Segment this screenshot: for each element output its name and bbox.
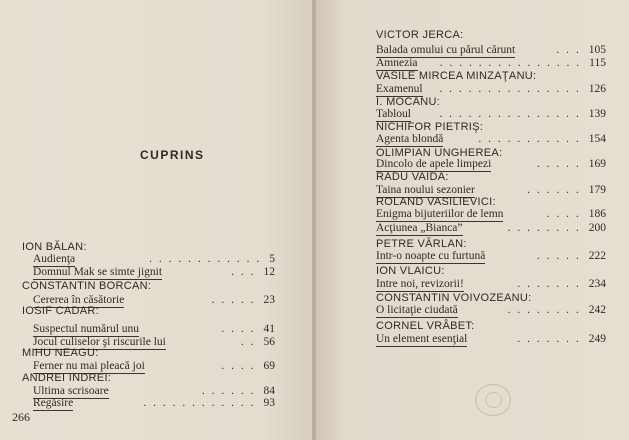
story-page-number: 200 — [588, 222, 606, 234]
author-name: CONSTANTIN VOIVOZEANU: — [376, 292, 532, 304]
contents-title: CUPRINS — [140, 148, 205, 162]
story-title: Taina noului sezonier — [376, 184, 475, 196]
author-name: ION BĂLAN: — [22, 241, 87, 253]
story-title: O licitaţie ciudată — [376, 304, 458, 316]
leader-dots: . . . . . . . . . . . . . . . — [439, 57, 582, 69]
leader-dots: . . . . — [221, 360, 256, 372]
story-page-number: 249 — [588, 333, 606, 345]
story-page-number: 105 — [588, 44, 606, 56]
leader-dots: . . . . . . . . — [507, 222, 581, 234]
story-page-number: 234 — [588, 278, 606, 290]
story-title: Tabloul — [376, 108, 411, 120]
story-page-number: 69 — [263, 360, 275, 372]
leader-dots: . . . . . . — [527, 184, 581, 196]
story-title: Enigma bijuteriilor de lemn — [376, 208, 504, 220]
leader-dots: . . . . . . . — [517, 278, 581, 290]
author-name: RADU VAIDA: — [376, 171, 449, 183]
leader-dots: . . . — [556, 44, 581, 56]
story-title: Jocul culiselor şi riscurile lui — [33, 336, 166, 348]
story-title: Un element esenţial — [376, 333, 468, 345]
story-title: Agenta blondă — [376, 133, 444, 145]
leader-dots: . . — [240, 336, 256, 348]
story-title: Intre noi, revizorii! — [376, 278, 464, 290]
author-name: VICTOR JERCA: — [376, 29, 464, 41]
story-page-number: 242 — [588, 304, 606, 316]
author-name: NICHIFOR PIETRIŞ: — [376, 121, 484, 133]
author-name: ION VLAICU: — [376, 265, 445, 277]
leader-dots: . . . . . . . . . . . . . . . — [439, 83, 581, 95]
story-page-number: 41 — [263, 323, 275, 335]
story-page-number: 139 — [588, 108, 606, 120]
leader-dots: . . . . . — [536, 158, 581, 170]
story-page-number: 154 — [588, 133, 606, 145]
author-name: PETRE VĂRLAN: — [376, 238, 467, 250]
story-title: Regăsire — [33, 397, 74, 409]
story-page-number: 115 — [589, 57, 606, 69]
leader-dots: . . . — [231, 266, 256, 278]
story-page-number: 169 — [588, 158, 606, 170]
leader-dots: . . . . . — [536, 250, 581, 262]
story-page-number: 222 — [588, 250, 606, 262]
author-name: I. MOCANU: — [376, 96, 441, 108]
library-stamp — [475, 384, 511, 416]
author-name: CONSTANTIN BORCAN: — [22, 280, 152, 292]
page-number: 266 — [12, 410, 30, 424]
story-title: Acţiunea „Bianca” — [376, 222, 463, 234]
story-title: Audienţa — [33, 253, 76, 265]
leader-dots: . . . . . . — [201, 385, 256, 397]
left-page — [0, 0, 313, 440]
story-page-number: 179 — [588, 184, 606, 196]
author-name: ANDREI INDREI: — [22, 372, 112, 384]
leader-dots: . . . . . . . — [517, 333, 581, 345]
story-title: Ultima scrisoare — [33, 385, 109, 397]
author-name: MIHU NEAGU: — [22, 347, 99, 359]
author-name: CORNEL VRÂBET: — [376, 320, 475, 332]
story-title: Amnezia — [376, 57, 418, 69]
story-page-number: 12 — [263, 266, 275, 278]
story-page-number: 93 — [263, 397, 275, 409]
leader-dots: . . . . — [221, 323, 256, 335]
story-title: Examenul — [376, 83, 423, 95]
story-page-number: 56 — [263, 336, 275, 348]
leader-dots: . . . . — [546, 208, 581, 220]
story-title: Ferner nu mai pleacă joi — [33, 360, 145, 372]
story-title: Intr-o noapte cu furtună — [376, 250, 486, 262]
leader-dots: . . . . . . . . . . . . — [143, 397, 256, 409]
right-page — [316, 0, 629, 440]
leader-dots: . . . . . . . . — [507, 304, 581, 316]
story-page-number: 126 — [588, 83, 606, 95]
story-page-number: 23 — [263, 294, 275, 306]
story-title: Dincolo de apele limpezi — [376, 158, 492, 170]
author-name: OLIMPIAN UNGHEREA: — [376, 147, 503, 159]
author-name: IOSIF CADAR: — [22, 305, 99, 317]
leader-dots: . . . . . . . . . . . — [478, 133, 581, 145]
author-name: VASILE MIRCEA MINZAŢANU: — [376, 70, 537, 82]
story-title: Suspectul numărul unu — [33, 323, 140, 335]
leader-dots: . . . . . — [211, 294, 256, 306]
leader-dots: . . . . . . . . . . . . . . . — [439, 108, 581, 120]
author-name: ROLAND VASILIEVICI: — [376, 196, 496, 208]
story-title: Cererea în căsătorie — [33, 294, 125, 306]
story-page-number: 5 — [269, 253, 275, 265]
story-title: Domnul Mak se simte jignit — [33, 266, 163, 278]
story-page-number: 186 — [588, 208, 606, 220]
story-page-number: 84 — [263, 385, 275, 397]
leader-dots: . . . . . . . . . . . . — [149, 253, 262, 265]
story-title: Balada omului cu părul cărunt — [376, 44, 516, 56]
